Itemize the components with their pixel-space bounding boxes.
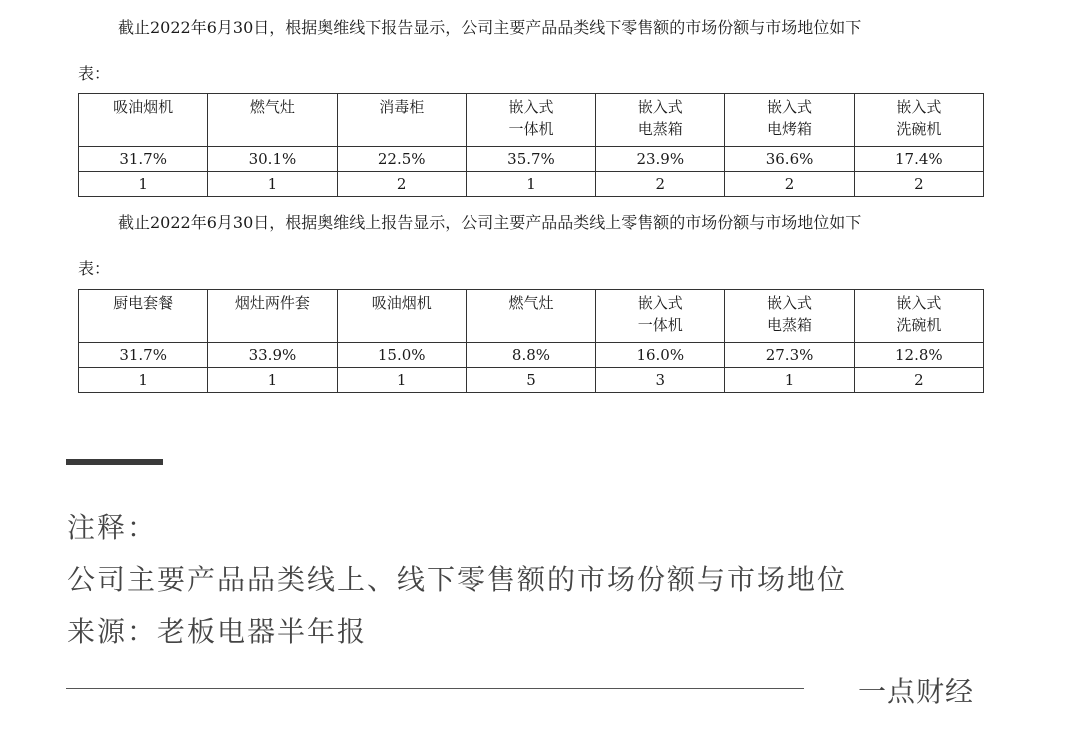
header-cell-line: 嵌入式 xyxy=(767,294,813,312)
rank-cell: 3 xyxy=(596,368,725,393)
header-cell-line: 嵌入式 xyxy=(637,98,683,116)
section-divider-bar xyxy=(66,459,163,465)
share-cell: 33.9% xyxy=(208,343,337,368)
rank-cell: 1 xyxy=(208,368,337,393)
header-cell xyxy=(79,290,208,343)
online-share-table xyxy=(78,289,984,393)
rank-cell: 1 xyxy=(337,368,466,393)
share-cell: 23.9% xyxy=(596,147,725,172)
header-cell-line: 电蒸箱 xyxy=(637,120,683,138)
header-cell xyxy=(337,94,466,147)
header-cell xyxy=(337,290,466,343)
rank-cell: 1 xyxy=(79,368,208,393)
header-cell xyxy=(596,290,725,343)
header-cell xyxy=(725,94,854,147)
rank-cell: 1 xyxy=(466,172,595,197)
share-cell: 22.5% xyxy=(337,147,466,172)
header-cell-line: 嵌入式 xyxy=(767,98,813,116)
rank-cell: 2 xyxy=(337,172,466,197)
header-cell-line: 厨电套餐 xyxy=(113,294,174,312)
offline-share-table xyxy=(78,93,984,197)
offline-share-row xyxy=(79,147,984,172)
share-cell: 35.7% xyxy=(466,147,595,172)
header-cell xyxy=(208,94,337,147)
rank-cell: 5 xyxy=(466,368,595,393)
notes-line1: 公司主要产品品类线上、线下零售额的市场份额与市场地位 xyxy=(67,563,848,596)
header-cell-line: 燃气灶 xyxy=(508,294,554,312)
header-cell-line: 嵌入式 xyxy=(896,98,942,116)
header-cell xyxy=(466,290,595,343)
header-cell-line: 烟灶两件套 xyxy=(234,294,310,312)
header-cell-line: 一体机 xyxy=(637,316,683,334)
share-cell: 36.6% xyxy=(725,147,854,172)
header-cell-line: 电蒸箱 xyxy=(767,316,813,334)
rank-cell: 1 xyxy=(725,368,854,393)
share-cell: 31.7% xyxy=(79,147,208,172)
header-cell xyxy=(854,94,983,147)
header-cell-line: 消毒柜 xyxy=(379,98,425,116)
header-cell xyxy=(725,290,854,343)
header-cell-line: 一体机 xyxy=(508,120,554,138)
online-header-row xyxy=(79,290,984,343)
header-cell-line: 吸油烟机 xyxy=(371,294,432,312)
footer-rule xyxy=(66,688,804,689)
offline-header-row xyxy=(79,94,984,147)
share-cell: 15.0% xyxy=(337,343,466,368)
header-cell-line: 嵌入式 xyxy=(508,98,554,116)
header-cell-line: 电烤箱 xyxy=(767,120,813,138)
header-cell xyxy=(854,290,983,343)
share-cell: 16.0% xyxy=(596,343,725,368)
offline-rank-row xyxy=(79,172,984,197)
share-cell: 31.7% xyxy=(79,343,208,368)
notes-heading: 注释： xyxy=(67,511,158,544)
rank-cell: 2 xyxy=(854,172,983,197)
header-cell-line: 洗碗机 xyxy=(896,120,942,138)
header-cell-line: 嵌入式 xyxy=(637,294,683,312)
share-cell: 8.8% xyxy=(466,343,595,368)
offline-intro-line1 xyxy=(78,18,861,38)
online-share-row xyxy=(79,343,984,368)
share-cell: 27.3% xyxy=(725,343,854,368)
header-cell-line: 燃气灶 xyxy=(249,98,295,116)
rank-cell: 2 xyxy=(596,172,725,197)
footer-brand: 一点财经 xyxy=(858,675,975,708)
header-cell-line: 吸油烟机 xyxy=(113,98,174,116)
offline-intro-line2: 表： xyxy=(78,64,111,83)
header-cell xyxy=(208,290,337,343)
rank-cell: 1 xyxy=(79,172,208,197)
header-cell xyxy=(79,94,208,147)
rank-cell: 1 xyxy=(208,172,337,197)
offline-intro-text: 截止2022年6月30日，根据奥维线下报告显示，公司主要产品品类线下零售额的市场份额与市场地位如下 xyxy=(118,18,862,37)
online-intro-text: 截止2022年6月30日，根据奥维线上报告显示，公司主要产品品类线上零售额的市场份额与市场地位如下 xyxy=(118,213,862,232)
rank-cell: 2 xyxy=(725,172,854,197)
online-rank-row xyxy=(79,368,984,393)
notes-source: 来源：老板电器半年报 xyxy=(67,615,368,648)
header-cell-line: 洗碗机 xyxy=(896,316,942,334)
online-intro-line2: 表： xyxy=(78,259,111,278)
share-cell: 17.4% xyxy=(854,147,983,172)
rank-cell: 2 xyxy=(854,368,983,393)
header-cell-line: 嵌入式 xyxy=(896,294,942,312)
share-cell: 30.1% xyxy=(208,147,337,172)
header-cell xyxy=(466,94,595,147)
share-cell: 12.8% xyxy=(854,343,983,368)
online-intro-line1 xyxy=(78,213,861,233)
header-cell xyxy=(596,94,725,147)
